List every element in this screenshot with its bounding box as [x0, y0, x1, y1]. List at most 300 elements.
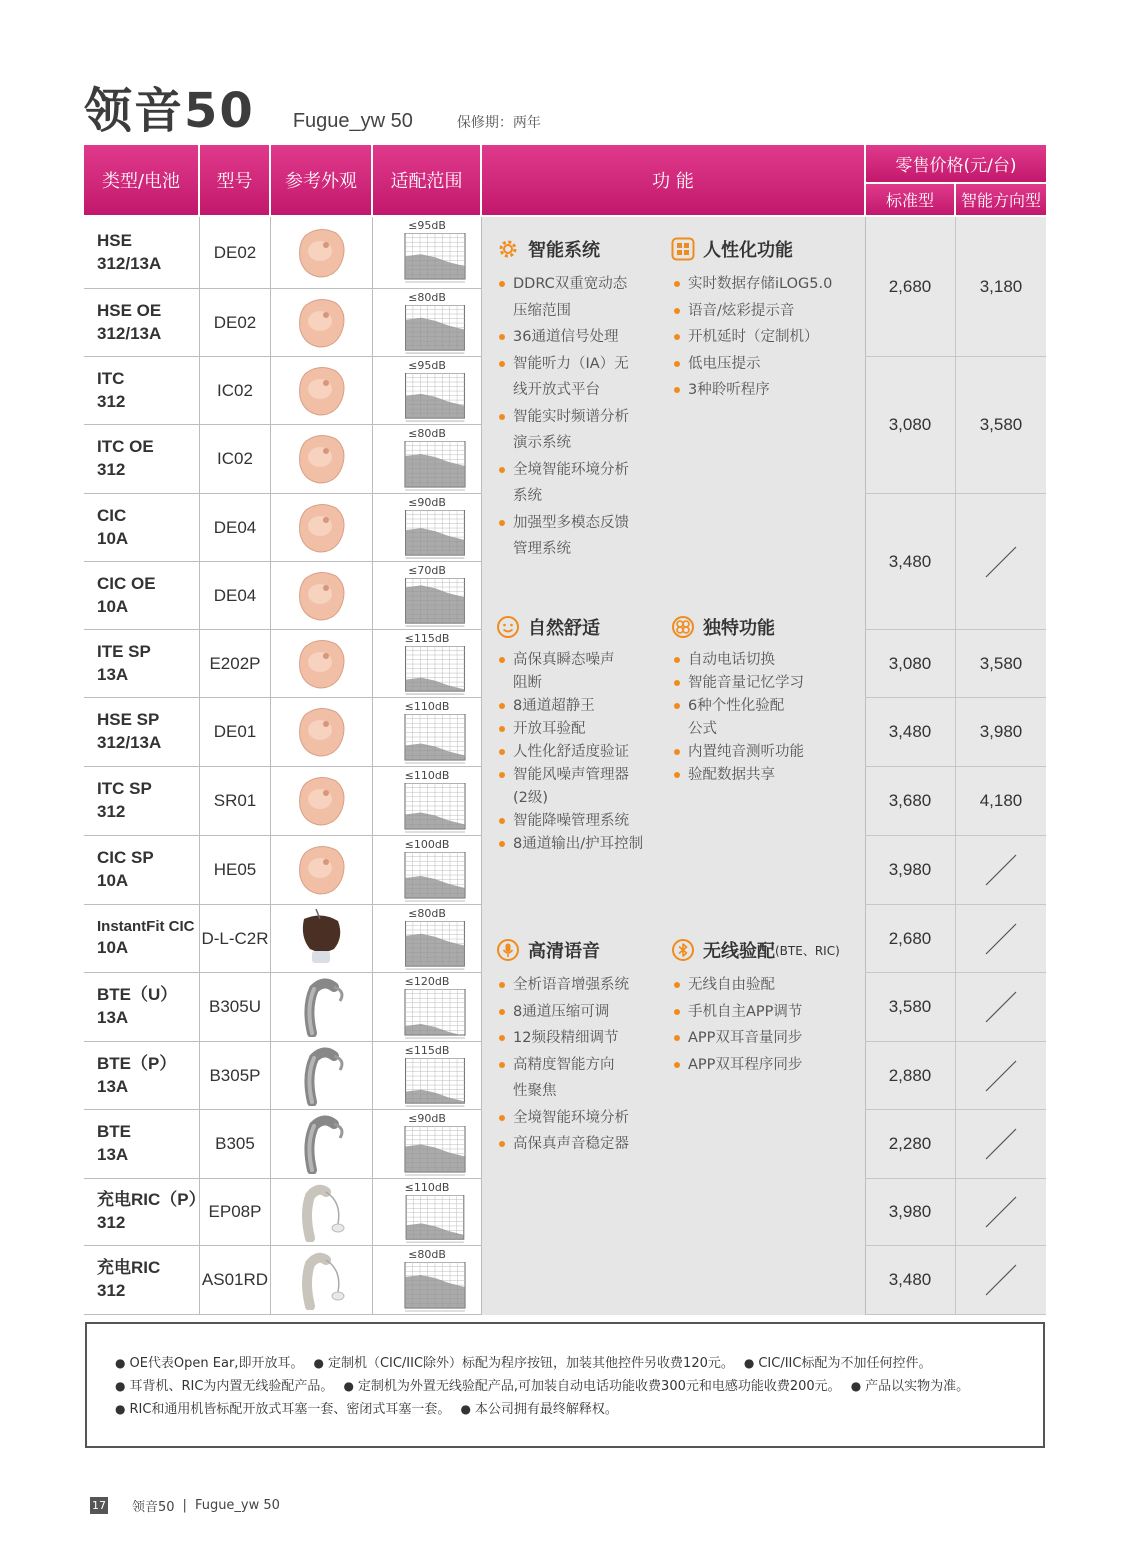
- product-type-line: 312/13A: [97, 253, 162, 273]
- audiogram-chart: [401, 305, 467, 356]
- product-row: [84, 1110, 481, 1179]
- not-available-slash-icon: [955, 973, 1046, 1041]
- feature-item: 性聚焦: [513, 1083, 557, 1099]
- feature-item: 智能音量记忆学习: [671, 672, 861, 695]
- warranty-text: 保修期：两年: [456, 115, 541, 131]
- product-type-line: 312/13A: [97, 733, 162, 752]
- feature-item: 管理系统: [513, 541, 571, 557]
- price-row: [865, 494, 1046, 630]
- fitting-range: [372, 494, 481, 561]
- hearing-aid-image: [290, 909, 354, 969]
- feature-item: 压缩范围: [513, 302, 571, 319]
- fitting-range: [372, 562, 481, 629]
- product-type: [84, 630, 199, 697]
- product-type-line: CIC: [97, 505, 127, 525]
- feature-item: 高保真瞬态噪声: [496, 649, 666, 672]
- audiogram-chart: [401, 1195, 467, 1245]
- product-type-line: HSE OE: [97, 300, 162, 320]
- feature-item: 8通道压缩可调: [496, 999, 666, 1026]
- feature-item: 6种个性化验配: [671, 695, 861, 718]
- feature-item: 阻断: [513, 675, 542, 691]
- product-type-line: 充电RIC: [97, 1258, 161, 1278]
- price-standard: 3,980: [888, 860, 932, 879]
- price-row: [865, 905, 1046, 973]
- price-row: [865, 217, 1046, 357]
- product-type: [84, 1179, 206, 1245]
- fitting-range-label: ≤70dB: [408, 564, 446, 577]
- product-type-line: 312: [97, 1281, 126, 1300]
- header-type: 类型/电池: [84, 145, 198, 215]
- product-model: AS01RD: [199, 1246, 270, 1314]
- product-row: [84, 973, 481, 1042]
- feature-item: 无线自由验配: [671, 972, 861, 999]
- slash-icon: [984, 1127, 1018, 1161]
- price-directional: 4,180: [955, 767, 1046, 835]
- feature-item: 开机延时（定制机）: [671, 324, 861, 351]
- feature-item: APP双耳程序同步: [671, 1052, 861, 1079]
- fitting-range-label: ≤110dB: [404, 700, 450, 713]
- product-model: DE02: [199, 217, 270, 288]
- note-item: ● CIC/IIC标配为不加任何控件。: [744, 1352, 932, 1371]
- product-row: [84, 836, 481, 905]
- hearing-aid-image: [290, 498, 354, 558]
- product-type-line: CIC SP: [97, 848, 154, 868]
- header-features: 功 能: [482, 145, 864, 215]
- not-available-slash-icon: [955, 905, 1046, 972]
- note-item: ● 耳背机、RIC为内置无线验配产品。: [115, 1375, 333, 1394]
- audiogram-chart: [401, 921, 467, 972]
- note-item: ● OE代表Open Ear,即开放耳。: [115, 1352, 303, 1371]
- slash-icon: [984, 1263, 1018, 1297]
- product-type-line: 312: [97, 1213, 126, 1232]
- feature-group-wireless: [671, 936, 861, 1078]
- price-row: [865, 1179, 1046, 1246]
- feature-item: 全析语音增强系统: [496, 972, 666, 999]
- product-model: E202P: [199, 630, 270, 697]
- product-type-line: CIC OE: [97, 573, 156, 593]
- feature-item: 36通道信号处理: [496, 324, 666, 351]
- product-type-line: 312: [97, 802, 126, 821]
- product-image: [270, 494, 372, 561]
- feature-group-title: 人性化功能: [703, 240, 793, 261]
- feature-item: 内置纯音测听功能: [671, 741, 861, 764]
- note-item: ● 本公司拥有最终解释权。: [460, 1398, 618, 1417]
- hearing-aid-image: [290, 293, 354, 353]
- fitting-range: [372, 425, 481, 493]
- price-row: [865, 1246, 1046, 1315]
- product-type-line: ITE SP: [97, 641, 151, 661]
- feature-item: 公式: [688, 721, 717, 737]
- price-directional: 3,980: [955, 698, 1046, 766]
- feature-group-title: 智能系统: [528, 240, 600, 261]
- page-footer: [90, 1496, 280, 1515]
- price-directional: 3,580: [955, 357, 1046, 493]
- audiogram-chart: [401, 578, 467, 629]
- feature-item: 智能风噪声管理器: [496, 764, 666, 787]
- audiogram-chart: [401, 510, 467, 561]
- fitting-range-label: ≤80dB: [408, 1248, 446, 1261]
- column-divider: [481, 217, 482, 1315]
- header-price-standard: 标准型: [866, 184, 954, 215]
- feature-item: 实时数据存储iLOG5.0: [671, 271, 861, 298]
- page-number: 17: [92, 1499, 106, 1512]
- flower-icon: [671, 615, 695, 639]
- product-model: DE04: [199, 494, 270, 561]
- price-standard: 3,980: [888, 1202, 932, 1221]
- product-row: [84, 562, 481, 630]
- hearing-aid-image: [290, 566, 354, 626]
- feature-list: [671, 972, 861, 1078]
- product-type-line: ITC OE: [97, 437, 154, 457]
- fitting-range: [372, 1246, 481, 1314]
- feature-item: 高保真声音稳定器: [496, 1131, 666, 1158]
- feature-item: 系统: [513, 488, 542, 504]
- product-image: [270, 698, 372, 766]
- product-row: [84, 767, 481, 836]
- fitting-range-label: ≤80dB: [408, 907, 446, 920]
- price-row: [865, 1042, 1046, 1110]
- product-type: [84, 217, 199, 288]
- audiogram-chart: [401, 441, 467, 493]
- slash-icon: [984, 1059, 1018, 1093]
- feature-item: 3种聆听程序: [671, 377, 861, 404]
- fitting-range-label: ≤115dB: [404, 632, 450, 645]
- product-model: B305: [199, 1110, 270, 1178]
- header-price-directional: 智能方向型: [956, 184, 1046, 215]
- product-type: [84, 767, 199, 835]
- feature-item: DDRC双重宽动态: [496, 271, 666, 298]
- audiogram-chart: [401, 1262, 467, 1314]
- price-standard: 2,680: [888, 928, 932, 948]
- product-type-line: InstantFit CIC: [97, 917, 195, 935]
- product-type: [84, 425, 199, 493]
- fitting-range: [372, 357, 481, 424]
- fitting-range: [372, 630, 481, 697]
- feature-item: 验配数据共享: [671, 764, 861, 787]
- fitting-range: [372, 836, 481, 904]
- product-model: EP08P: [199, 1179, 270, 1245]
- price-standard: 2,680: [888, 276, 932, 296]
- hearing-aid-image: [290, 840, 354, 900]
- product-image: [270, 836, 372, 904]
- price-row: [865, 973, 1046, 1042]
- product-row: [84, 1179, 481, 1246]
- product-type: [84, 494, 199, 561]
- slash-icon: [984, 922, 1018, 956]
- product-row: [84, 698, 481, 767]
- hearing-aid-image: [290, 1046, 354, 1106]
- product-type-line: 312: [97, 391, 126, 411]
- microphone-icon: [496, 938, 520, 962]
- price-standard: 3,580: [888, 997, 932, 1016]
- note-line: [115, 1352, 1043, 1375]
- feature-item: 8通道输出/护耳控制: [496, 833, 666, 856]
- price-standard: 3,080: [888, 415, 932, 434]
- not-available-slash-icon: [955, 1246, 1046, 1314]
- product-type-line: HSE: [97, 230, 132, 250]
- feature-group-title-suffix: (BTE、RIC): [775, 943, 840, 958]
- not-available-slash-icon: [955, 836, 1046, 904]
- product-type-line: 10A: [97, 528, 129, 548]
- price-standard: 3,680: [888, 791, 932, 810]
- feature-item: (2级): [513, 790, 549, 806]
- footer-model: Fugue_yw 50: [194, 1498, 280, 1513]
- feature-group-unique: [671, 613, 861, 787]
- hearing-aid-image: [290, 1182, 354, 1242]
- product-type: [84, 1246, 199, 1314]
- product-model: B305U: [199, 973, 270, 1041]
- product-type-line: 312: [97, 460, 126, 479]
- hearing-aid-image: [290, 223, 354, 283]
- product-type: [84, 1110, 199, 1178]
- product-row: [84, 905, 481, 973]
- fitting-range-label: ≤80dB: [408, 291, 446, 304]
- feature-item: 低电压提示: [671, 351, 861, 378]
- fitting-range-label: ≤115dB: [404, 1044, 450, 1057]
- header-appearance: 参考外观: [271, 145, 371, 215]
- audiogram-chart: [401, 646, 467, 697]
- fitting-range: [372, 1179, 481, 1245]
- feature-item: 手机自主APP调节: [671, 999, 861, 1026]
- product-table: [84, 217, 1046, 1315]
- product-image: [270, 1110, 372, 1178]
- fitting-range-label: ≤80dB: [408, 427, 446, 440]
- fitting-range-label: ≤90dB: [408, 1112, 446, 1125]
- header-range: 适配范围: [373, 145, 480, 215]
- product-type: [84, 357, 199, 424]
- product-type: [84, 562, 199, 629]
- product-type-line: 13A: [97, 664, 129, 684]
- feature-group-smart: [496, 235, 666, 563]
- slash-icon: [984, 853, 1018, 887]
- fitting-range: [372, 1042, 481, 1109]
- hearing-aid-image: [290, 1250, 354, 1310]
- footer-title: 领音50: [132, 1500, 175, 1515]
- price-row: [865, 836, 1046, 905]
- product-type-line: 充电RIC（P）: [97, 1190, 206, 1210]
- fitting-range: [372, 767, 481, 835]
- hearing-aid-image: [290, 702, 354, 762]
- feature-item: 人性化舒适度验证: [496, 741, 666, 764]
- header-model: 型号: [200, 145, 269, 215]
- feature-item: 智能实时频谱分析: [496, 404, 666, 431]
- fitting-range-label: ≤100dB: [404, 838, 450, 851]
- note-line: [115, 1398, 1043, 1421]
- fitting-range: [372, 973, 481, 1041]
- note-item: ● 定制机为外置无线验配产品,可加装自动电话功能收费300元和电感功能收费200元。: [343, 1375, 840, 1394]
- product-type-line: 10A: [97, 938, 129, 958]
- feature-item: 线开放式平台: [513, 382, 600, 398]
- page-title-block: [84, 72, 541, 139]
- feature-group-title: 高清语音: [528, 941, 600, 962]
- product-model: D-L-C2R: [199, 905, 270, 972]
- product-type-line: 13A: [97, 1076, 129, 1096]
- feature-list: [496, 649, 666, 856]
- product-image: [270, 973, 372, 1041]
- notes-box: [85, 1322, 1045, 1448]
- product-type-line: HSE SP: [97, 710, 160, 730]
- product-row: [84, 494, 481, 562]
- not-available-slash-icon: [955, 1110, 1046, 1178]
- product-model: SR01: [199, 767, 270, 835]
- feature-group-speech: [496, 936, 666, 1158]
- product-image: [270, 425, 372, 493]
- hearing-aid-image: [290, 361, 354, 421]
- price-standard: 3,480: [888, 1270, 932, 1289]
- product-model: B305P: [199, 1042, 270, 1109]
- product-type: [84, 973, 199, 1041]
- gear-icon: [496, 237, 520, 261]
- hearing-aid-image: [290, 977, 354, 1037]
- note-line: [115, 1375, 1043, 1398]
- fitting-range-label: ≤95dB: [408, 359, 446, 372]
- feature-item: 演示系统: [513, 435, 571, 451]
- product-image: [270, 357, 372, 424]
- product-row: [84, 217, 481, 289]
- bluetooth-icon: [671, 938, 695, 962]
- product-row: [84, 357, 481, 425]
- product-type-line: BTE（U）: [97, 985, 178, 1005]
- product-row: [84, 630, 481, 698]
- not-available-slash-icon: [955, 494, 1046, 629]
- fitting-range-label: ≤110dB: [404, 769, 450, 782]
- hearing-aid-image: [290, 771, 354, 831]
- hearing-aid-image: [290, 1114, 354, 1174]
- product-type: [84, 905, 199, 972]
- feature-item: 全境智能环境分析: [496, 1105, 666, 1132]
- product-model: IC02: [199, 425, 270, 493]
- product-image: [270, 562, 372, 629]
- not-available-slash-icon: [955, 1179, 1046, 1245]
- note-item: ● 定制机（CIC/IIC除外）标配为程序按钮，加装其他控件另收费120元。: [313, 1352, 733, 1371]
- feature-item: 开放耳验配: [496, 718, 666, 741]
- feature-group-human: [671, 235, 861, 404]
- price-directional: 3,180: [955, 217, 1046, 356]
- price-standard: 3,080: [888, 653, 932, 673]
- product-type-line: BTE: [97, 1122, 131, 1142]
- feature-group-title: 自然舒适: [528, 618, 600, 639]
- product-type: [84, 289, 199, 356]
- product-type-line: 10A: [97, 596, 129, 616]
- audiogram-chart: [401, 373, 467, 424]
- audiogram-chart: [401, 714, 467, 766]
- audiogram-chart: [401, 1126, 467, 1178]
- product-type-line: BTE（P）: [97, 1053, 177, 1073]
- feature-item: 语音/炫彩提示音: [671, 298, 861, 325]
- feature-group-title: 无线验配: [703, 941, 775, 962]
- product-image: [270, 1179, 372, 1245]
- product-image: [270, 767, 372, 835]
- feature-item: 智能降噪管理系统: [496, 810, 666, 833]
- price-standard: 2,280: [888, 1134, 932, 1153]
- not-available-slash-icon: [955, 1042, 1046, 1109]
- price-row: [865, 630, 1046, 698]
- product-type-line: ITC: [97, 368, 125, 388]
- audiogram-chart: [401, 1058, 467, 1109]
- product-type-line: 10A: [97, 871, 129, 890]
- product-image: [270, 630, 372, 697]
- price-standard: 3,480: [888, 551, 932, 571]
- product-model: DE01: [199, 698, 270, 766]
- page-title: 领音50: [84, 83, 255, 139]
- fitting-range: [372, 905, 481, 972]
- fitting-range-label: ≤110dB: [404, 1181, 450, 1194]
- feature-group-title: 独特功能: [703, 618, 775, 639]
- product-type: [84, 836, 199, 904]
- product-image: [270, 1246, 372, 1314]
- fitting-range: [372, 289, 481, 356]
- price-row: [865, 1110, 1046, 1179]
- product-row: [84, 1246, 481, 1315]
- audiogram-chart: [401, 783, 467, 835]
- product-row: [84, 425, 481, 494]
- audiogram-chart: [401, 233, 467, 285]
- fitting-range-label: ≤95dB: [408, 219, 446, 232]
- feature-item: 高精度智能方向: [496, 1052, 666, 1079]
- fitting-range: [372, 1110, 481, 1178]
- slash-icon: [984, 545, 1018, 579]
- feature-list: [496, 972, 666, 1158]
- price-row: [865, 357, 1046, 494]
- slash-icon: [984, 1195, 1018, 1229]
- note-item: ● 产品以实物为准。: [851, 1375, 970, 1394]
- product-type-line: ITC SP: [97, 779, 152, 799]
- feature-item: 智能听力（IA）无: [496, 351, 666, 378]
- product-image: [270, 217, 372, 288]
- product-type: [84, 698, 199, 766]
- footer-separator: |: [182, 1498, 187, 1513]
- slash-icon: [984, 990, 1018, 1024]
- product-image: [270, 1042, 372, 1109]
- product-model: DE04: [199, 562, 270, 629]
- feature-item: 加强型多模态反馈: [496, 510, 666, 537]
- price-standard: 3,480: [888, 722, 932, 741]
- hearing-aid-image: [290, 634, 354, 694]
- product-type-line: 13A: [97, 1008, 129, 1027]
- feature-item: APP双耳音量同步: [671, 1025, 861, 1052]
- price-row: [865, 767, 1046, 836]
- fitting-range-label: ≤120dB: [404, 975, 450, 988]
- price-directional: 3,580: [955, 630, 1046, 697]
- feature-item: 12频段精细调节: [496, 1025, 666, 1052]
- product-model: HE05: [199, 836, 270, 904]
- audiogram-chart: [401, 989, 467, 1041]
- product-type: [84, 1042, 199, 1109]
- table-header: [84, 145, 1046, 215]
- product-model: IC02: [199, 357, 270, 424]
- product-image: [270, 905, 372, 972]
- hearing-aid-image: [290, 429, 354, 489]
- feature-item: 自动电话切换: [671, 649, 861, 672]
- price-standard: 2,880: [888, 1065, 932, 1085]
- grid-icon: [671, 237, 695, 261]
- fitting-range: [372, 698, 481, 766]
- smile-icon: [496, 615, 520, 639]
- feature-list: [496, 271, 666, 563]
- product-type-line: 13A: [97, 1145, 129, 1164]
- feature-list: [671, 649, 861, 787]
- price-row: [865, 698, 1046, 767]
- feature-item: 8通道超静王: [496, 695, 666, 718]
- fitting-range: [372, 217, 481, 288]
- feature-item: 全境智能环境分析: [496, 457, 666, 484]
- product-row: [84, 289, 481, 357]
- model-name-en: Fugue_yw 50: [292, 110, 413, 132]
- feature-list: [671, 271, 861, 404]
- product-type-line: 312/13A: [97, 323, 162, 343]
- feature-group-comfort: [496, 613, 666, 856]
- audiogram-chart: [401, 852, 467, 904]
